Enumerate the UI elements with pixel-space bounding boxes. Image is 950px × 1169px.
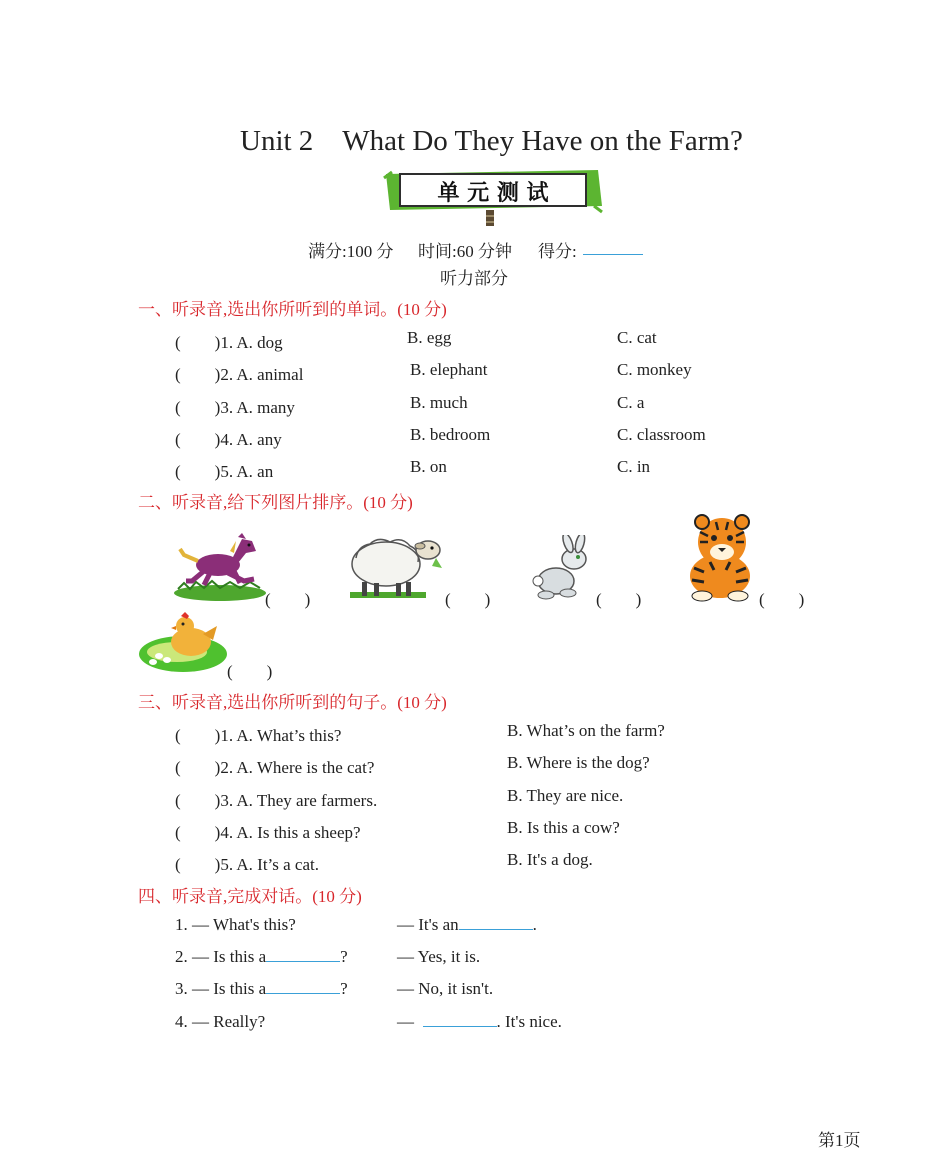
s4-q3-question-post: ? [340,979,348,998]
rabbit-order-paren[interactable]: ( ) [596,590,642,609]
s3-q4-a: ( )4. A. Is this a sheep? [175,823,361,842]
s4-q4-blank[interactable] [423,1012,497,1027]
s4-q1-answer-pre: — It's an [397,915,459,934]
s1-q3-c: C. a [617,393,645,412]
horse-order-paren[interactable]: ( ) [265,590,311,609]
s4-q3-question-pre: 3. — Is this a [175,979,267,998]
s4-q1-answer-post: . [532,915,537,934]
s4-q3-blank[interactable] [266,979,340,994]
s3-q2-a: ( )2. A. Where is the cat? [175,758,375,777]
s1-q1-a: ( )1. A. dog [175,333,283,352]
s1-q4-a: ( )4. A. any [175,430,282,449]
s3-q1-b: B. What’s on the farm? [507,721,665,740]
s4-q3-question [175,979,348,999]
s1-q1-c: C. cat [617,328,657,347]
s4-q4-answer-pre: — [397,1012,414,1031]
page-number: 第1页 [818,1131,861,1150]
s3-q2-b: B. Where is the dog? [507,753,650,772]
section-4-heading: 四、听录音,完成对话。(10 分) [138,887,362,906]
hen-picture [137,610,229,674]
full-score: 满分:100 分 [308,242,394,261]
section-2-heading: 二、听录音,给下列图片排序。(10 分) [138,493,413,512]
s4-q2-blank[interactable] [266,947,340,962]
s1-q2-c: C. monkey [617,360,692,379]
hen-order-paren[interactable]: ( ) [227,662,273,681]
s3-q3-b: B. They are nice. [507,786,624,805]
rabbit-picture [528,535,594,601]
score-label: 得分: [538,242,577,261]
s4-q4-answer [397,1012,562,1032]
s4-q1-blank[interactable] [459,915,533,930]
s4-q2-question-post: ? [340,947,348,966]
s1-q2-b: B. elephant [410,360,488,379]
badge-text: 单 元 测 试 [437,181,549,206]
section-1-heading: 一、听录音,选出你所听到的单词。(10 分) [138,300,447,319]
s4-q1-answer [397,915,537,935]
s4-q3-answer: — No, it isn't. [397,979,494,998]
s4-q1-question [175,915,296,935]
score-blank[interactable] [583,240,643,255]
time-limit: 时间:60 分钟 [418,242,512,261]
s4-q2-question-pre: 2. — Is this a [175,947,267,966]
s1-q5-a: ( )5. A. an [175,462,274,481]
s4-q4-question: 4. — Really? [175,1012,266,1031]
tiger-picture [680,512,760,602]
s1-q5-b: B. on [410,457,447,476]
s4-q1-question-text: 1. — What's this? [175,915,296,934]
s4-q2-answer: — Yes, it is. [397,947,481,966]
page-title: Unit 2 What Do They Have on the Farm? [240,125,743,157]
sheep-picture [348,528,448,602]
listening-part-label: 听力部分 [440,269,508,288]
s4-q2-question [175,947,348,967]
s1-q4-c: C. classroom [617,425,706,444]
s1-q5-c: C. in [617,457,651,476]
s1-q1-b: B. egg [407,328,452,347]
s3-q5-b: B. It's a dog. [507,850,593,869]
tiger-order-paren[interactable]: ( ) [759,590,805,609]
s3-q1-a: ( )1. A. What’s this? [175,726,342,745]
s4-q4-answer-post: . It's nice. [496,1012,562,1031]
s3-q4-b: B. Is this a cow? [507,818,620,837]
horse-picture [170,525,270,603]
section-3-heading: 三、听录音,选出你所听到的句子。(10 分) [138,693,447,712]
s1-q4-b: B. bedroom [410,425,491,444]
unit-test-badge [382,166,604,212]
sheep-order-paren[interactable]: ( ) [445,590,491,609]
s1-q2-a: ( )2. A. animal [175,365,304,384]
s3-q3-a: ( )3. A. They are farmers. [175,791,378,810]
s1-q3-a: ( )3. A. many [175,398,295,417]
s3-q5-a: ( )5. A. It’s a cat. [175,855,319,874]
s1-q3-b: B. much [410,393,468,412]
